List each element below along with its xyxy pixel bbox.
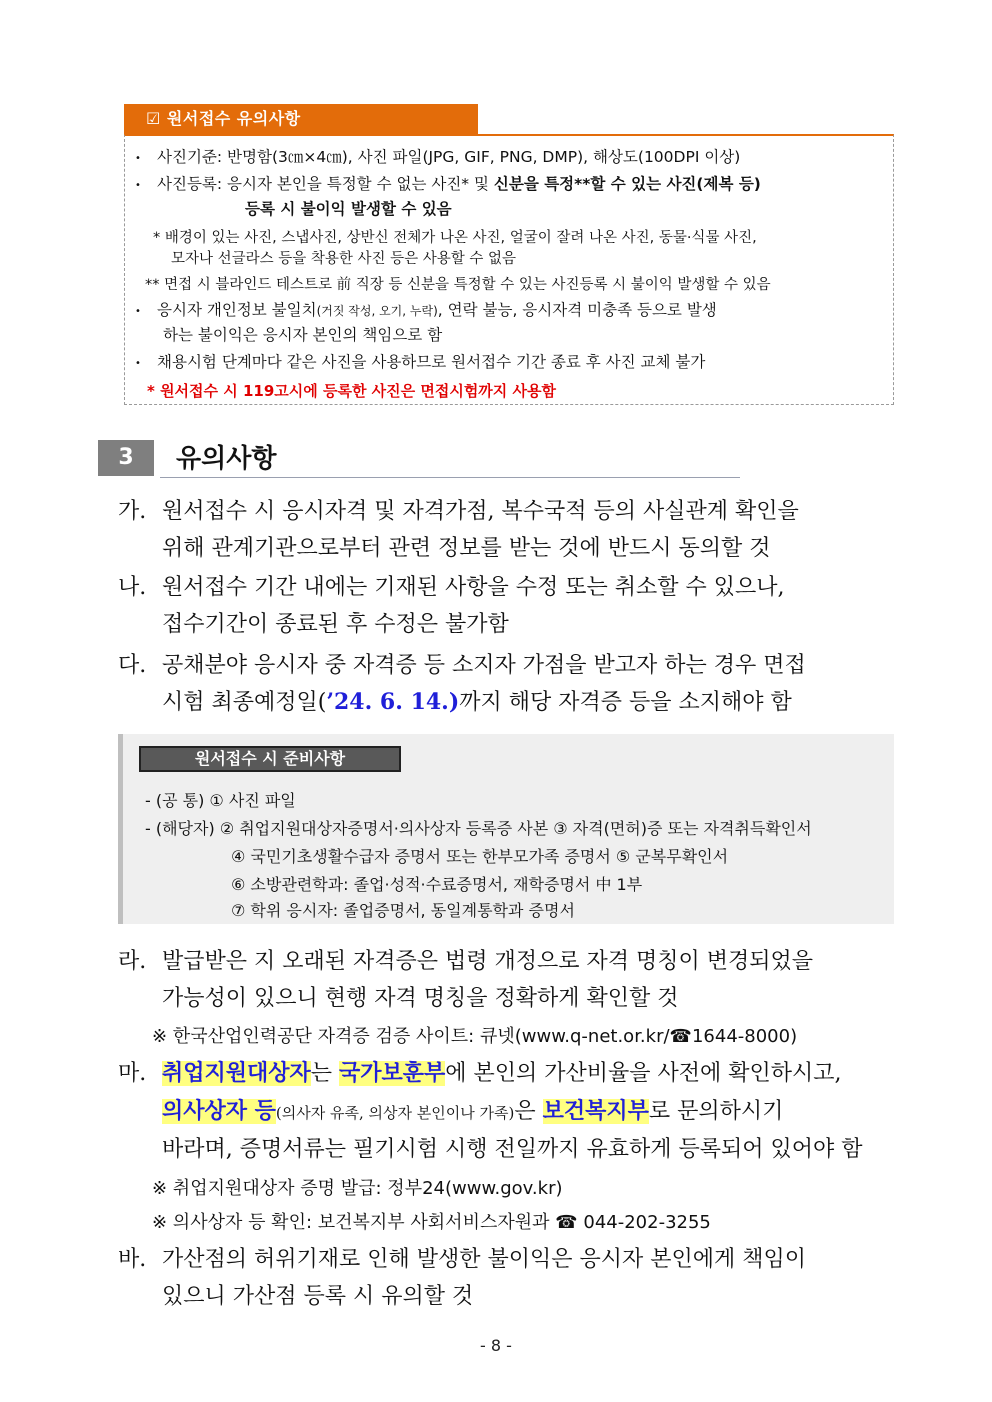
item-text: 있으니 가산점 등록 시 유의할 것	[162, 1284, 474, 1309]
notice-text: 응시자 개인정보 불일치	[157, 301, 317, 319]
item-small-text: (의사자 유족, 의상자 본인이나 가족)	[275, 1104, 515, 1122]
notice-title: ☑ 원서접수 유의사항	[124, 104, 478, 134]
bullet: •	[135, 153, 141, 164]
notice-emphasis: 신분을 특정**할 수 있는 사진(제복 등)	[493, 175, 761, 193]
item-text: 원서접수 시 응시자격 및 자격가점, 복수국적 등의 사실관계 확인을	[162, 499, 799, 524]
highlight-term: 보건복지부	[542, 1099, 649, 1124]
notice-line	[157, 172, 761, 194]
item-text-part: 까지 해당 자격증 등을 소지해야 함	[459, 690, 792, 715]
item-text	[162, 1056, 842, 1087]
item-text: 위해 관계기관으로부터 관련 정보를 받는 것에 반드시 동의할 것	[162, 536, 771, 561]
section-underline	[160, 477, 740, 478]
item-text: 원서접수 기간 내에는 기재된 사항을 수정 또는 취소할 수 있으나,	[162, 575, 785, 600]
preparation-item: - (공 통) ① 사진 파일	[145, 791, 296, 810]
page-number: - 8 -	[480, 1336, 512, 1355]
preparation-title: 원서접수 시 준비사항	[139, 746, 401, 772]
notice-line: 사진기준: 반명함(3㎝×4㎝), 사진 파일(JPG, GIF, PNG, DMP), 해상도(100DPI 이상)	[157, 148, 741, 166]
highlight-term: 의사상자 등	[162, 1099, 276, 1124]
item-text: 가산점의 허위기재로 인해 발생한 불이익은 응시자 본인에게 책임이	[162, 1247, 807, 1272]
preparation-item: - (해당자) ② 취업지원대상자증명서·의사상자 등록증 사본 ③ 자격(면허)증 또는 자격취득확인서	[145, 819, 812, 838]
notice-footnote: 모자나 선글라스 등을 착용한 사진 등은 사용할 수 없음	[171, 251, 517, 267]
notice-small-text: (거짓 작성, 오기, 누락)	[316, 304, 438, 318]
section-title: 유의사항	[176, 444, 277, 474]
notice-line: 등록 시 불이익 발생할 수 있음	[245, 200, 452, 218]
notice-line	[157, 298, 717, 320]
section-number: 3	[98, 440, 154, 476]
preparation-item: ④ 국민기초생활수급자 증명서 또는 한부모가족 증명서 ⑤ 군복무확인서	[231, 847, 729, 866]
item-text: 바라며, 증명서류는 필기시험 시행 전일까지 유효하게 등록되어 있어야 함	[162, 1137, 863, 1162]
highlight-term: 국가보훈부	[339, 1061, 446, 1086]
notice-line: 채용시험 단계마다 같은 사진을 사용하므로 원서접수 기간 종료 후 사진 교체 불가	[157, 353, 706, 371]
item-label: 다.	[118, 653, 147, 678]
notice-red-note: * 원서접수 시 119고시에 등록한 사진은 면접시험까지 사용함	[147, 382, 556, 400]
item-text	[162, 685, 792, 716]
notice-text: , 연락 불능, 응시자격 미충족 등으로 발생	[437, 301, 717, 319]
notice-footnote: * 배경이 있는 사진, 스냅사진, 상반신 전체가 나온 사진, 얼굴이 잘려 나온 사진, 동물·식물 사진,	[153, 230, 757, 246]
notice-footnote: ** 면접 시 블라인드 테스트로 前 직장 등 신분을 특정할 수 있는 사진등록 시 불이익 발생할 수 있음	[145, 277, 771, 293]
item-label: 바.	[118, 1247, 147, 1272]
reference-gov24: ※ 취업지원대상자 증명 발급: 정부24(www.gov.kr)	[152, 1178, 563, 1199]
item-label: 나.	[118, 575, 147, 600]
item-text-part: 은	[514, 1099, 543, 1124]
item-label: 가.	[118, 499, 147, 524]
item-text-part: 시험 최종예정일(	[162, 690, 327, 715]
preparation-item: ⑦ 학위 응시자: 졸업증명서, 동일계통학과 증명서	[231, 901, 575, 920]
item-text	[162, 1094, 783, 1125]
item-text-part: 로 문의하시기	[648, 1099, 784, 1124]
deadline-date: ’24. 6. 14.)	[326, 689, 460, 715]
highlight-term: 취업지원대상자	[162, 1061, 311, 1086]
item-text: 발급받은 지 오래된 자격증은 법령 개정으로 자격 명칭이 변경되었을	[162, 949, 814, 974]
item-label: 마.	[118, 1061, 147, 1086]
notice-text: 사진등록: 응시자 본인을 특정할 수 없는 사진* 및	[157, 175, 494, 193]
item-text-part: 에 본인의 가산비율을 사전에 확인하시고,	[445, 1061, 842, 1086]
bullet: •	[135, 306, 141, 317]
item-label: 라.	[118, 949, 147, 974]
item-text-part: 는	[310, 1061, 340, 1086]
reference-qnet: ※ 한국산업인력공단 자격증 검증 사이트: 큐넷(www.q-net.or.kr/☎1644-8000)	[152, 1026, 798, 1047]
bullet: •	[135, 358, 141, 369]
preparation-item: ⑥ 소방관련학과: 졸업·성적·수료증명서, 재학증명서 中 1부	[231, 875, 643, 894]
item-text: 공채분야 응시자 중 자격증 등 소지자 가점을 받고자 하는 경우 면접	[162, 653, 806, 678]
reference-welfare: ※ 의사상자 등 확인: 보건복지부 사회서비스자원과 ☎ 044-202-3255	[152, 1212, 711, 1233]
preparation-panel	[118, 734, 894, 924]
item-text: 접수기간이 종료된 후 수정은 불가함	[162, 612, 509, 637]
item-text: 가능성이 있으니 현행 자격 명칭을 정확하게 확인할 것	[162, 986, 679, 1011]
notice-box	[124, 134, 894, 405]
notice-line: 하는 불이익은 응시자 본인의 책임으로 함	[163, 326, 443, 344]
bullet: •	[135, 180, 141, 191]
